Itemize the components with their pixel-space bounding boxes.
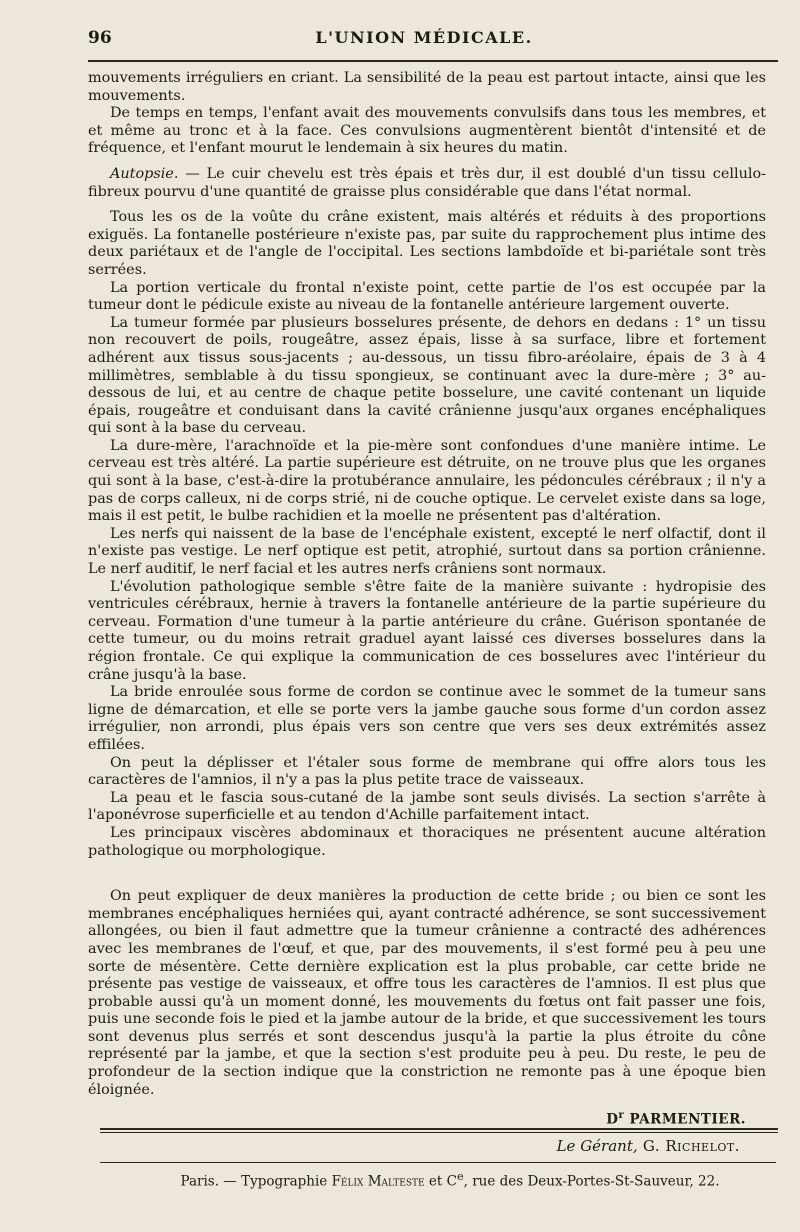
signature-name: PARMENTIER.: [624, 1111, 746, 1128]
page-number: 96: [88, 28, 112, 48]
paragraph-autopsie: [88, 166, 766, 201]
autopsie-label: Autopsie.: [110, 165, 179, 182]
paragraph: On peut expliquer de deux manières la production de cette bride ; ou bien ce sont les membranes encéphaliques herniées qui, ayant contracté adhérence, se sont successivement allongées, ou bien il faut admettre que la tumeur crânienne a contracté des adhérences avec les membranes de l'œuf, et que, par des mouvements, il s'est formé peu à peu une sorte de mésentère. Cette dernière explication est la plus probable, car cette bride ne présente pas vestige de vaisseaux, et offre tous les caractères de l'amnios. Il est plus que probable aussi qu'à un moment donné, les mouvements du fœtus ont fait passer une fois, puis une seconde fois le pied et la jambe autour de la bride, et que successivement les tours sont devenus plus serrés et sont descendus jusqu'à la partie la plus étroite du cône représenté par la jambe, et que la section s'est produite peu à peu. Du reste, le peu de profondeur de la section indique que la constriction ne remonte pas à une époque bien éloignée.: [88, 888, 766, 1098]
imprint-company: et C: [424, 1173, 457, 1190]
gerant-name: G. Richelot.: [637, 1137, 740, 1155]
paragraph: On peut la déplisser et l'étaler sous forme de membrane qui offre alors tous les caractères de l'amnios, il n'y a pas la plus petite trace de vaisseaux.: [88, 754, 766, 789]
paragraph: L'évolution pathologique semble s'être faite de la manière suivante : hydropisie des ventricules cérébraux, hernie à travers la fontanelle antérieure de la partie supérieure du cerveau. Formation d'une tumeur à la partie antérieure du crâne. Guérison spontanée de cette tumeur, ou du moins retrait graduel ayant laissé ces diverses bosselures dans la région frontale. Ce qui explique la communication de ces bosselures avec l'intérieur du crâne jusqu'à la base.: [88, 578, 766, 683]
author-signature: [88, 1107, 766, 1129]
gerant-label: Le Gérant,: [556, 1137, 638, 1155]
page-header: [88, 28, 760, 58]
signature-prefix-sup: r: [618, 1110, 625, 1122]
imprint-address: , rue des Deux-Portes-St-Sauveur, 22.: [463, 1173, 720, 1190]
running-head: L'UNION MÉDICALE.: [315, 28, 533, 47]
paragraph: De temps en temps, l'enfant avait des mouvements convulsifs dans tous les membres, et et même au tronc et à la face. Ces convulsions augmentèrent bientôt d'intensité et de fréquence, et l'enfant mourut le lendemain à six heures du matin.: [88, 105, 766, 157]
imprint-prefix: Paris. — Typographie: [180, 1173, 332, 1190]
paragraph: Tous les os de la voûte du crâne existent, mais altérés et réduits à des proportions exiguës. La fontanelle postérieure n'existe pas, par suite du rapprochement plus intime des deux pariétaux et de l'angle de l'occipital. Les sections lambdoïde et bi-pariétale sont très serrées.: [88, 209, 766, 278]
gerant-line: [557, 1137, 740, 1155]
footer-rule: [100, 1162, 776, 1163]
header-rule: [88, 60, 778, 62]
paragraph: Les principaux viscères abdominaux et thoraciques ne présentent aucune altération pathologique ou morphologique.: [88, 824, 766, 859]
paragraph: La bride enroulée sous forme de cordon se continue avec le sommet de la tumeur sans ligne de démarcation, et elle se porte vers la jambe gauche sous forme d'un cordon assez irrégulier, non arrondi, plus épais vers son centre que vers ses deux extrémités assez effilées.: [88, 684, 766, 753]
paragraph: La portion verticale du frontal n'existe point, cette partie de l'os est occupée par la tumeur dont le pédicule existe au niveau de la fontanelle antérieure largement ouverte.: [88, 279, 766, 314]
imprint-sup: e: [456, 1170, 464, 1183]
gerant-rule: [100, 1128, 778, 1130]
autopsie-text: — Le cuir chevelu est très épais et très dur, il est doublé d'un tissu cellulo-fibreux pourvu d'une quantité de graisse plus considérable que dans l'état normal.: [88, 165, 766, 200]
printer-imprint: [160, 1170, 740, 1190]
paragraph: Les nerfs qui naissent de la base de l'encéphale existent, excepté le nerf olfactif, dont il n'existe pas vestige. Le nerf optique est petit, atrophié, surtout dans sa portion crânienne. Le nerf auditif, le nerf facial et les autres nerfs crâniens sont normaux.: [88, 525, 766, 578]
signature-prefix: D: [606, 1111, 619, 1128]
imprint-printer: Félix Malteste: [331, 1173, 425, 1190]
article-body: [88, 70, 766, 1129]
paragraph: La tumeur formée par plusieurs bosselures présente, de dehors en dedans : 1° un tissu non recouvert de poils, rougeâtre, assez épais, lisse à sa surface, libre et fortement adhérent aux tissus sous-jacents ; au-dessous, un tissu fibro-aréolaire, épais de 3 à 4 millimètres, semblable à du tissu spongieux, se continuant avec la dure-mère ; 3° au-dessous de lui, et au centre de chaque petite bosselure, une cavité contenant un liquide épais, rougeâtre et conduisant dans la cavité crânienne jusqu'aux organes encéphaliques qui sont à la base du cerveau.: [88, 314, 766, 437]
gerant-rule-thin: [100, 1132, 778, 1133]
paragraph: mouvements irréguliers en criant. La sensibilité de la peau est partout intacte, ainsi que les mouvements.: [88, 70, 766, 104]
paragraph: La dure-mère, l'arachnoïde et la pie-mère sont confondues d'une manière intime. Le cerveau est très altéré. La partie supérieure est détruite, on ne trouve plus que les organes qui sont à la base, c'est-à-dire la protubérance annulaire, les pédoncules cérébraux ; il n'y a pas de corps calleux, ni de corps strié, ni de couche optique. Le cervelet existe dans sa loge, mais il est petit, le bulbe rachidien et la moelle ne présentent pas d'altération.: [88, 437, 766, 525]
paragraph: La peau et le fascia sous-cutané de la jambe sont seuls divisés. La section s'arrête à l'aponévrose superficielle et au tendon d'Achille parfaitement intact.: [88, 789, 766, 824]
